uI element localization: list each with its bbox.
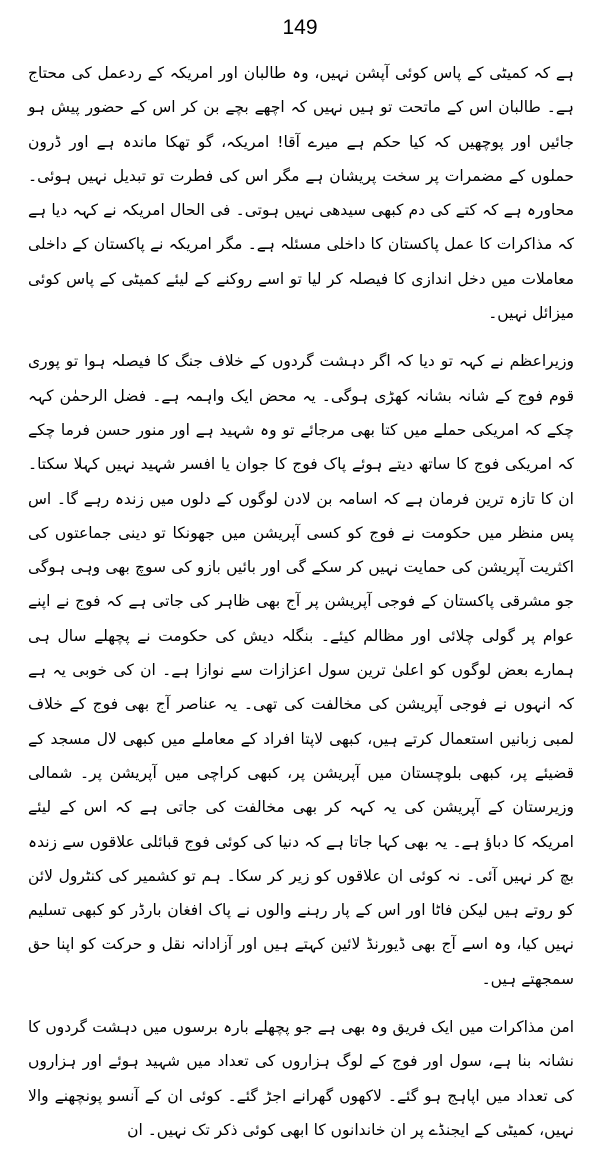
body-text <box>28 56 574 1161</box>
paragraph-2: وزیراعظم نے کہہ تو دیا کہ اگر دہشت گردوں کے خلاف جنگ کا فیصلہ ہوا تو پوری قوم فوج کے شانہ بشانہ کھڑی ہوگی۔ یہ محض ایک واہمہ ہے۔ فضل الرحمٰن کہہ چکے کہ امریکی حملے میں کتا بھی مرجائے تو وہ شہید ہے اور منور حسن فرما چکے کہ امریکی فوج کا ساتھ دیتے ہوئے پاک فوج کا جوان یا افسر شہید نہیں کہلا سکتا۔ ان کا تازہ ترین فرمان ہے کہ اسامہ بن لادن لوگوں کے دلوں میں زندہ رہے گا۔ اس پس منظر میں حکومت نے فوج کو کسی آپریشن میں جھونکا تو دینی جماعتوں کی اکثریت آپریشن کی حمایت نہیں کر سکے گی اور بائیں بازو کی سوچ بھی وہی ہوگی جو مشرقی پاکستان کے فوجی آپریشن پر آج بھی ظاہر کی جاتی ہے کہ فوج نے اپنے عوام پر گولی چلائی اور مظالم کیئے۔ بنگلہ دیش کی حکومت نے پچھلے سال ہی ہمارے بعض لوگوں کو اعلیٰ ترین سول اعزازات سے نوازا ہے۔ ان کی خوبی یہ ہے کہ انہوں نے فوجی آپریشن کی مخالفت کی تھی۔ یہ عناصر آج بھی فوج کے خلاف لمبی زبانیں استعمال کرتے ہیں، کبھی لاپتا افراد کے معاملے میں کبھی لال مسجد کے قضیئے پر، کبھی بلوچستان میں آپریشن پر، کبھی کراچی میں آپریشن پر۔ شمالی وزیرستان کے آپریشن کی یہ کہہ کر بھی مخالفت کی جاتی ہے کہ اس کے لیئے امریکہ کا دباؤ ہے۔ یہ بھی کہا جاتا ہے کہ دنیا کی کوئی فوج قبائلی علاقوں سے زندہ بچ کر نہیں آئی۔ نہ کوئی ان علاقوں کو زیر کر سکا۔ ہم تو کشمیر کی کنٹرول لائن کو روتے ہیں لیکن فاٹا اور اس کے پار رہنے والوں نے پاک افغان بارڈر کو کبھی تسلیم نہیں کیا، وہ اسے آج بھی ڈیورنڈ لائین کہتے ہیں اور آزادانہ نقل و حرکت کو اپنا حق سمجھتے ہیں۔ <box>28 352 574 988</box>
paragraph-1: ہے کہ کمیٹی کے پاس کوئی آپشن نہیں، وہ طالبان اور امریکہ کے ردعمل کی محتاج ہے۔ طالبان اس کے ماتحت تو ہیں نہیں کہ اچھے بچے بن کر اس کے حضور پیش ہو جائیں اور پوچھیں کہ کیا حکم ہے میرے آقا! امریکہ، گو تھکا ماندہ ہے اور ڈرون حملوں کے مضمرات پر سخت پریشان ہے مگر اس کی فطرت تو تبدیل نہیں ہوئی۔ محاورہ ہے کہ کتے کی دم کبھی سیدھی نہیں ہوتی۔ فی الحال امریکہ نے کہہ دیا ہے کہ مذاکرات کا عمل پاکستان کا داخلی مسئلہ ہے۔ مگر امریکہ نے پاکستان کے داخلی معاملات میں دخل اندازی کا فیصلہ کر لیا تو اسے روکنے کے لیئے کمیٹی کے پاس کوئی میزائل نہیں۔ <box>28 64 574 323</box>
paragraph-3: امن مذاکرات میں ایک فریق وہ بھی ہے جو پچھلے بارہ برسوں میں دہشت گردوں کا نشانہ بنا ہے، سول اور فوج کے لوگ ہزاروں کی تعداد میں شہید ہوئے اور ہزاروں کی تعداد میں اپاہج ہو گئے۔ لاکھوں گھرانے اجڑ گئے۔ کوئی ان کے آنسو پونچھنے والا نہیں، کمیٹی کے ایجنڈے پر ان خاندانوں کا ابھی کوئی ذکر تک نہیں۔ ان <box>28 1018 574 1139</box>
page-number: 149 <box>282 16 318 39</box>
